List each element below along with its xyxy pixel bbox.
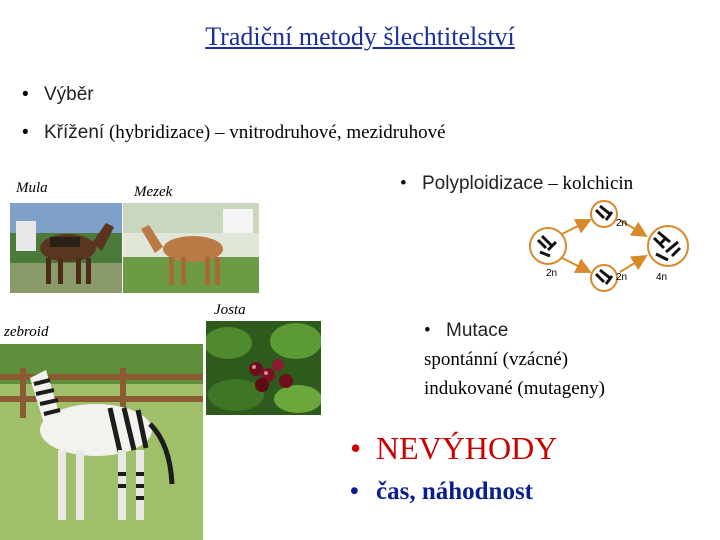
bullet-symbol: • <box>22 84 29 105</box>
caption-zebroid: zebroid <box>4 324 49 340</box>
bullet-polyploidizace <box>400 173 633 195</box>
zebroid-photo <box>0 344 203 540</box>
caption-mezek: Mezek <box>134 184 173 200</box>
label-2n-top: 2n <box>616 218 628 229</box>
polyploidizace-rest: – kolchicin <box>543 173 634 194</box>
josta-photo <box>206 321 321 415</box>
mutace-spontanni: spontánní (vzácné) <box>424 349 569 370</box>
bullet-cas <box>350 478 533 506</box>
bullet-vyber <box>22 84 94 106</box>
label-2n-bottom: 2n <box>616 272 628 283</box>
bullet-symbol: • <box>350 478 359 505</box>
krizeni-rest: (hybridizace) – vnitrodruhové, mezidruhové <box>104 122 446 143</box>
nevyhody-text: NEVÝHODY <box>376 430 558 466</box>
bullet-mutace <box>424 316 605 403</box>
bullet-krizeni <box>22 122 446 144</box>
bullet-symbol: • <box>424 320 431 341</box>
slide-title: Tradiční metody šlechtitelství <box>205 22 515 51</box>
caption-mula: Mula <box>16 180 48 196</box>
mezek-photo <box>123 203 259 293</box>
polyploidizace-word: Polyploidizace <box>422 173 544 194</box>
label-2n-left: 2n <box>546 268 558 279</box>
cas-text: čas, náhodnost <box>376 478 533 505</box>
mutace-indukovane: indukované (mutageny) <box>424 378 605 399</box>
bullet-symbol: • <box>350 430 362 466</box>
mutace-word: Mutace <box>446 320 509 341</box>
bullet-nevyhody <box>350 430 557 467</box>
vyber-text: Výběr <box>44 84 94 105</box>
bullet-symbol: • <box>400 173 407 194</box>
krizeni-word: Křížení <box>44 122 105 143</box>
bullet-symbol: • <box>22 122 29 143</box>
label-4n: 4n <box>656 272 668 283</box>
caption-josta: Josta <box>214 302 246 318</box>
polyploidy-diagram <box>520 198 700 298</box>
mula-photo <box>10 203 122 293</box>
